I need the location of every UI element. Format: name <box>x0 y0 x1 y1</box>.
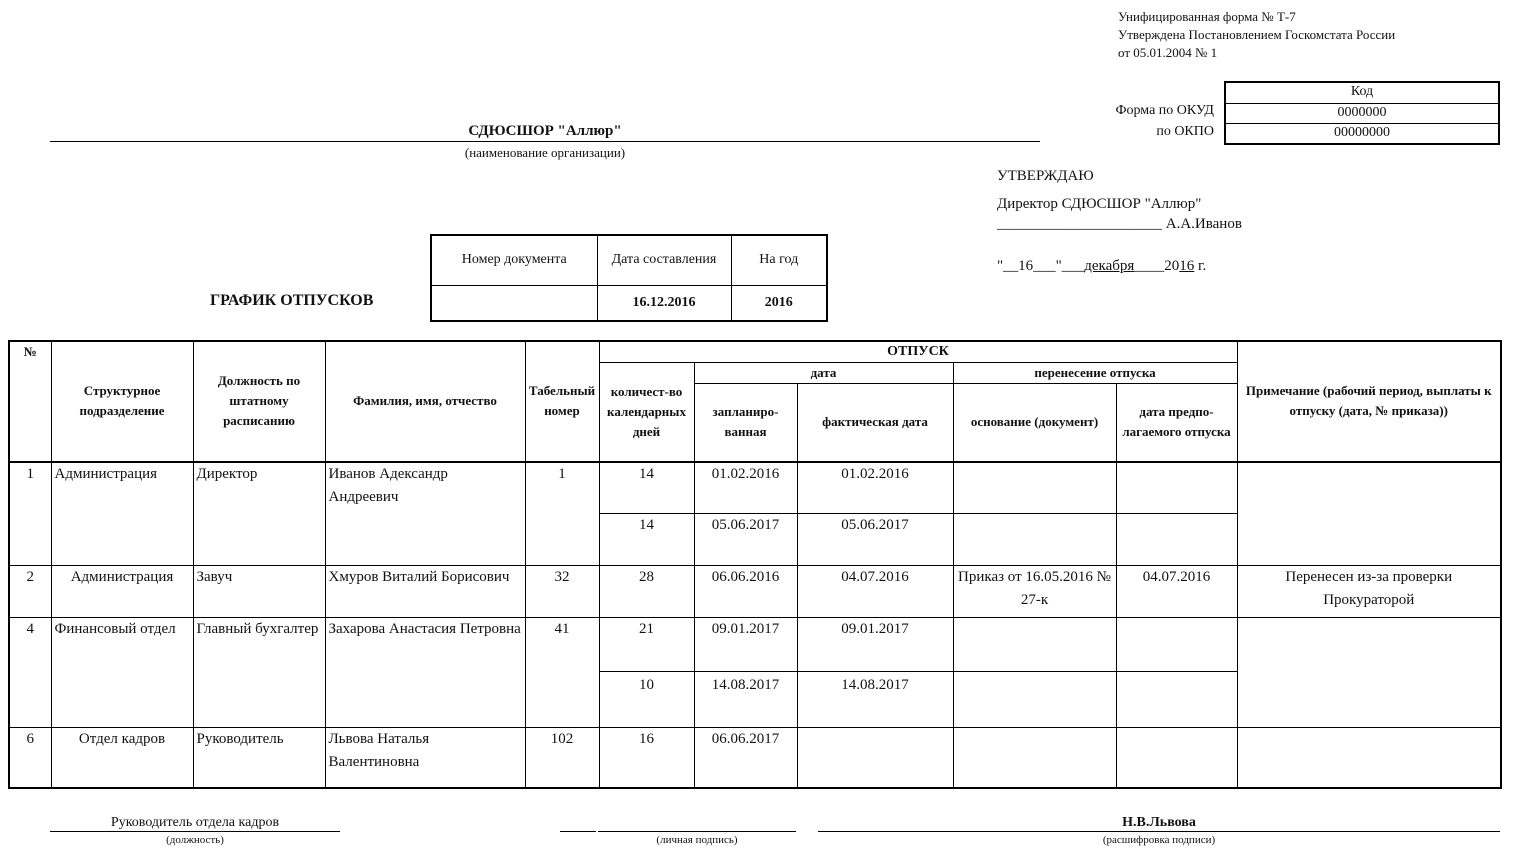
table-row <box>9 566 1501 618</box>
row-actual: 05.06.2017 <box>797 514 953 566</box>
doc-date-value: 16.12.2016 <box>597 285 731 321</box>
row-tab-num: 1 <box>525 462 599 566</box>
page-title: ГРАФИК ОТПУСКОВ <box>210 292 374 309</box>
row-planned: 09.01.2017 <box>694 618 797 672</box>
row-actual: 09.01.2017 <box>797 618 953 672</box>
header-reason: основание (документ) <box>953 384 1116 462</box>
row-department: Отдел кадров <box>51 728 193 788</box>
header-position: Должность по штатному расписанию <box>193 341 325 462</box>
row-reason: Приказ от 16.05.2016 № 27-к <box>953 566 1116 618</box>
table-row <box>9 462 1501 514</box>
organization-name: СДЮСШОР "Аллюр" <box>50 123 1040 142</box>
date-day: 16 <box>1018 258 1034 274</box>
row-num: 2 <box>9 566 51 618</box>
header-date-group: дата <box>694 363 953 384</box>
row-reason <box>953 728 1116 788</box>
date-mid2: ____20 <box>1134 258 1180 274</box>
sign-name-caption: (расшифровка подписи) <box>1102 834 1216 846</box>
row-actual: 01.02.2016 <box>797 462 953 514</box>
header-transfer-group: перенесение отпуска <box>953 363 1237 384</box>
header-vacation: ОТПУСК <box>599 341 1237 363</box>
doc-number-header: Номер документа <box>431 235 597 285</box>
row-expected <box>1116 462 1237 514</box>
okud-value: 0000000 <box>1226 103 1498 123</box>
row-num: 1 <box>9 462 51 566</box>
row-fio: Захарова Анастасия Петровна <box>325 618 525 728</box>
header-planned: запланиро-ванная <box>694 384 797 462</box>
row-reason <box>953 462 1116 514</box>
header-tab-num: Табельный номер <box>525 341 599 462</box>
form-name: Унифицированная форма № Т-7 <box>1118 9 1296 24</box>
approve-title: УТВЕРЖДАЮ <box>997 168 1094 184</box>
row-days: 16 <box>599 728 694 788</box>
sign-personal-caption: (личная подпись) <box>656 834 738 846</box>
row-position: Директор <box>193 462 325 566</box>
header-days: количест-во календарных дней <box>599 363 694 462</box>
row-expected <box>1116 618 1237 672</box>
organization-caption: (наименование организации) <box>464 145 626 160</box>
code-box <box>1224 81 1500 145</box>
sign-position: Руководитель отдела кадров <box>110 815 280 830</box>
sign-dash-line <box>560 831 596 832</box>
date-end: г. <box>1194 258 1207 274</box>
row-fio: Хмуров Виталий Борисович <box>325 566 525 618</box>
row-planned: 01.02.2016 <box>694 462 797 514</box>
row-planned: 05.06.2017 <box>694 514 797 566</box>
approved-date: от 05.01.2004 № 1 <box>1118 45 1218 60</box>
header-actual: фактическая дата <box>797 384 953 462</box>
row-days: 10 <box>599 672 694 728</box>
row-fio: Иванов Адександр Андреевич <box>325 462 525 566</box>
row-position: Руководитель <box>193 728 325 788</box>
row-tab-num: 41 <box>525 618 599 728</box>
row-note <box>1237 728 1501 788</box>
approve-signature <box>997 216 1242 233</box>
row-num: 6 <box>9 728 51 788</box>
row-note <box>1237 462 1501 566</box>
row-days: 14 <box>599 462 694 514</box>
vacation-table <box>8 340 1502 789</box>
row-department: Администрация <box>51 462 193 566</box>
approve-signer: А.А.Иванов <box>1165 216 1242 232</box>
row-tab-num: 32 <box>525 566 599 618</box>
row-expected <box>1116 514 1237 566</box>
row-reason <box>953 514 1116 566</box>
row-planned: 14.08.2017 <box>694 672 797 728</box>
row-expected <box>1116 728 1237 788</box>
row-tab-num: 102 <box>525 728 599 788</box>
sign-position-line <box>50 831 340 832</box>
row-num: 4 <box>9 618 51 728</box>
sign-name-line <box>818 831 1500 832</box>
okpo-label: по ОКПО <box>1156 124 1214 139</box>
row-actual: 14.08.2017 <box>797 672 953 728</box>
code-header: Код <box>1350 84 1374 99</box>
doc-info-table <box>430 234 828 322</box>
row-actual: 04.07.2016 <box>797 566 953 618</box>
row-days: 21 <box>599 618 694 672</box>
approved-by: Утверждена Постановлением Госкомстата России <box>1118 27 1396 42</box>
row-position: Завуч <box>193 566 325 618</box>
approve-date <box>997 258 1206 275</box>
header-fio: Фамилия, имя, отчество <box>325 341 525 462</box>
doc-year-header: На год <box>731 235 827 285</box>
date-mid1: ___"___ <box>1033 258 1085 274</box>
row-note <box>1237 618 1501 728</box>
row-note: Перенесен из-за проверки Прокураторой <box>1237 566 1501 618</box>
row-planned: 06.06.2016 <box>694 566 797 618</box>
table-row <box>9 728 1501 788</box>
okpo-value: 00000000 <box>1226 123 1498 143</box>
sign-position-caption: (должность) <box>166 834 224 846</box>
doc-date-header: Дата составления <box>597 235 731 285</box>
header-note: Примечание (рабочий период, выплаты к отпуску (дата, № приказа)) <box>1237 341 1501 462</box>
header-expected-date: дата предпо-лагаемого отпуска <box>1116 384 1237 462</box>
doc-year-value: 2016 <box>731 285 827 321</box>
header-department: Структурное подразделение <box>51 341 193 462</box>
table-row <box>9 618 1501 672</box>
approve-position: Директор СДЮСШОР "Аллюр" <box>997 196 1202 212</box>
row-expected: 04.07.2016 <box>1116 566 1237 618</box>
row-reason <box>953 672 1116 728</box>
approve-signature-line: ______________________ <box>997 216 1162 232</box>
sign-name: Н.В.Львова <box>1122 815 1196 830</box>
row-fio: Львова Наталья Валентиновна <box>325 728 525 788</box>
row-department: Финансовый отдел <box>51 618 193 728</box>
row-department: Администрация <box>51 566 193 618</box>
date-year: 16 <box>1179 258 1195 274</box>
sign-personal-line <box>598 831 796 832</box>
date-month: декабря <box>1084 258 1135 274</box>
doc-number-value <box>431 285 597 321</box>
row-expected <box>1116 672 1237 728</box>
row-days: 14 <box>599 514 694 566</box>
header-num: № <box>9 341 51 462</box>
row-days: 28 <box>599 566 694 618</box>
row-planned: 06.06.2017 <box>694 728 797 788</box>
okud-label: Форма по ОКУД <box>1115 103 1214 118</box>
row-actual <box>797 728 953 788</box>
row-reason <box>953 618 1116 672</box>
date-prefix: "__ <box>997 258 1019 274</box>
row-position: Главный бухгалтер <box>193 618 325 728</box>
